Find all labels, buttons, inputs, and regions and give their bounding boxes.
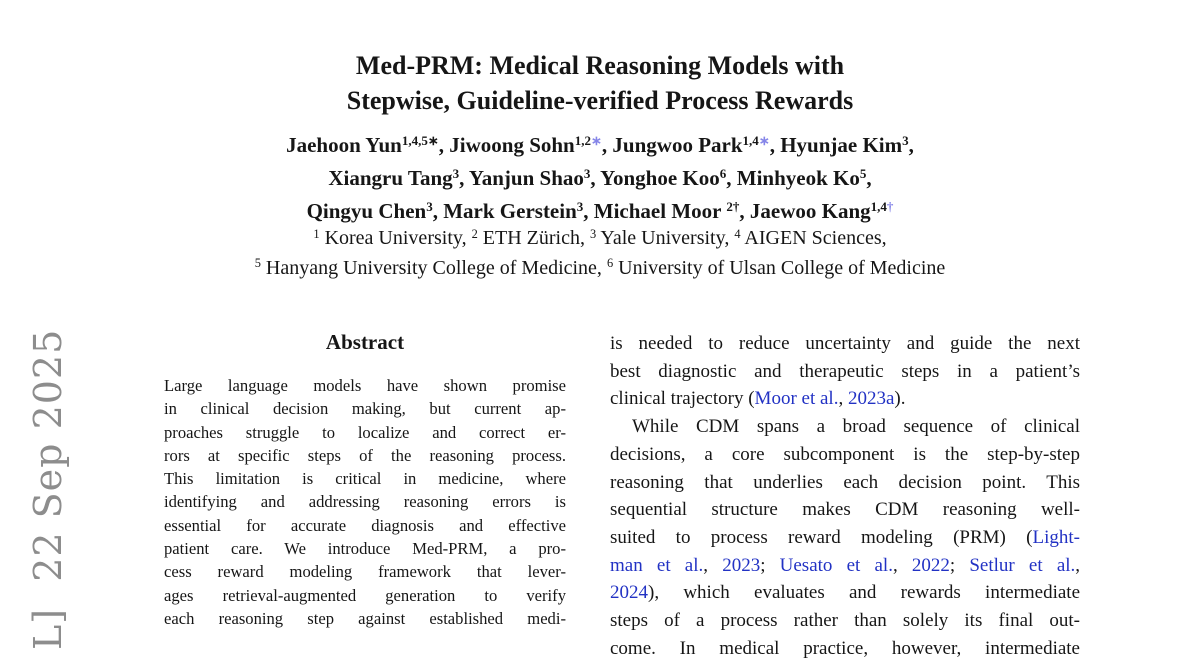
author-line (0, 130, 1200, 163)
text-segment: 3 (426, 199, 433, 215)
text-segment: decisions, a core subcomponent is the step-by-step (610, 443, 1080, 465)
text-segment: 3 (583, 166, 591, 182)
text-segment: 4 (734, 226, 741, 241)
text-segment: , (1075, 554, 1081, 576)
abstract-line (164, 467, 566, 490)
abstract-body (164, 374, 566, 630)
affiliation-line (0, 225, 1200, 255)
text-segment: ; (760, 554, 780, 576)
text-segment: Jungwoo Park (612, 133, 743, 157)
text-segment: 5 (859, 166, 867, 182)
body-line (610, 607, 1080, 635)
body-line (610, 330, 1080, 358)
text-segment: 3 (902, 133, 909, 149)
text-segment: 1,4 (870, 199, 887, 215)
text-segment: , (838, 388, 848, 410)
body-line (610, 469, 1080, 497)
text-segment: 3 (452, 166, 460, 182)
citation-link[interactable]: Uesato et al. (779, 554, 893, 576)
text-segment: come. In medical practice, however, intermediate (610, 637, 1080, 659)
body-line (610, 385, 1080, 413)
citation-link[interactable]: 2024 (610, 582, 648, 604)
body-line (610, 496, 1080, 524)
text-segment: 5 (254, 256, 261, 271)
text-segment: suited to process reward modeling (PRM) ( (610, 526, 1033, 548)
text-segment: 3 (589, 226, 597, 241)
abstract-line (164, 537, 566, 560)
text-segment: Jaewoo Kang (749, 199, 871, 223)
text-segment: 1,2 (574, 133, 592, 149)
text-segment: Hyunjae Kim (780, 133, 903, 157)
citation-link[interactable]: 2022 (911, 554, 950, 576)
text-segment: , (590, 166, 601, 190)
text-segment: is needed to reduce uncertainty and guide the next (610, 333, 1080, 354)
text-segment: 2† (726, 199, 740, 215)
text-segment: , (601, 133, 613, 157)
citation-link[interactable]: Setlur et al. (969, 554, 1076, 576)
abstract-line (164, 397, 566, 420)
affiliation-list (0, 225, 1200, 284)
body-line (610, 635, 1080, 662)
text-segment: ), which evaluates and rewards intermediate (648, 582, 1080, 604)
text-segment: essential for accurate diagnosis and effective (164, 515, 566, 535)
right-column (610, 330, 1080, 662)
text-segment: in clinical decision making, but current ap- (164, 399, 566, 419)
text-segment: 2 (471, 226, 478, 241)
text-segment: 6 (606, 256, 614, 271)
text-segment: , (703, 554, 723, 576)
text-segment: , (908, 133, 914, 157)
author-list (0, 130, 1200, 229)
text-segment: 6 (719, 166, 727, 182)
body-line (610, 552, 1080, 580)
text-segment: 1,4,5∗ (401, 133, 439, 149)
text-segment: Qingyu Chen (306, 199, 427, 223)
footnote-marker: † (886, 199, 894, 215)
text-segment: , (583, 199, 594, 223)
text-segment: ; (949, 554, 970, 576)
text-segment: , (459, 166, 469, 190)
text-segment: , (438, 133, 450, 157)
text-segment: steps of a process rather than solely its final out- (610, 610, 1080, 632)
body-line (610, 579, 1080, 607)
text-segment: reasoning that underlies each decision point. This (610, 471, 1080, 493)
text-segment: proaches struggle to localize and correct er- (164, 422, 566, 442)
abstract-line (164, 374, 566, 397)
text-segment: Xiangru Tang (328, 166, 453, 190)
text-segment: University of Ulsan College of Medicine (613, 256, 946, 279)
text-segment: Korea University, (319, 227, 472, 249)
abstract-line (164, 444, 566, 467)
text-segment: patient care. We introduce Med-PRM, a pro- (164, 539, 566, 559)
text-segment: Michael Moor (593, 199, 727, 223)
abstract-line (164, 584, 566, 607)
paper-title-line-1: Med-PRM: Medical Reasoning Models with (355, 51, 845, 80)
text-segment: , (726, 166, 737, 190)
text-segment: ). (894, 388, 906, 410)
abstract-line (164, 607, 566, 630)
body-line (610, 441, 1080, 469)
left-column (164, 330, 566, 630)
body-line (610, 358, 1080, 386)
citation-link[interactable]: Moor et al. (754, 388, 839, 410)
citation-link[interactable]: 2023a (847, 388, 895, 410)
text-segment: , (739, 199, 750, 223)
abstract-line (164, 421, 566, 444)
text-segment: Jaehoon Yun (286, 133, 402, 157)
text-segment: clinical trajectory ( (610, 388, 755, 410)
body-line (610, 524, 1080, 552)
footnote-marker: ∗ (591, 133, 602, 149)
citation-link[interactable]: man et al. (610, 554, 704, 576)
paper-title (0, 48, 1200, 118)
arxiv-watermark: L] 22 Sep 2025 (26, 328, 70, 650)
text-segment: ETH Zürich, (477, 227, 590, 249)
abstract-heading: Abstract (325, 330, 405, 354)
text-segment: , (769, 133, 781, 157)
citation-link[interactable]: Light- (1032, 526, 1080, 548)
text-segment: , (892, 554, 912, 576)
affiliation-line (0, 255, 1200, 285)
citation-link[interactable]: 2023 (722, 554, 761, 576)
text-segment: each reasoning step against established medi- (164, 608, 566, 628)
text-segment: Minhyeok Ko (736, 166, 860, 190)
text-segment: 3 (576, 199, 584, 215)
text-segment: sequential structure makes CDM reasoning well- (610, 499, 1080, 521)
text-segment: ages retrieval-augmented generation to verify (164, 585, 566, 605)
text-segment: Hanyang University College of Medicine, (260, 256, 607, 279)
abstract-line (164, 490, 566, 513)
text-segment: This limitation is critical in medicine, where (164, 469, 566, 489)
text-segment: Mark Gerstein (443, 199, 577, 223)
text-segment: 1,4 (742, 133, 759, 149)
text-segment: best diagnostic and therapeutic steps in a patient’s (610, 360, 1080, 382)
text-segment: 1 (313, 226, 320, 241)
text-segment: Jiwoong Sohn (449, 133, 575, 157)
footnote-marker: ∗ (758, 133, 770, 149)
paper-title-line-2: Stepwise, Guideline-verified Process Rewards (346, 86, 854, 115)
body-line (610, 413, 1080, 441)
abstract-line (164, 560, 566, 583)
text-segment: AIGEN Sciences, (740, 227, 887, 249)
text-segment: Yonghoe Koo (600, 166, 720, 190)
text-segment: rors at specific steps of the reasoning process. (164, 445, 566, 465)
text-segment: , (432, 199, 444, 223)
text-segment: , (866, 166, 872, 190)
text-segment: identifying and addressing reasoning errors is (164, 492, 566, 512)
text-segment: Yale University, (596, 227, 735, 249)
author-line (0, 163, 1200, 196)
text-segment: cess reward modeling framework that lever- (164, 562, 566, 582)
text-segment: Large language models have shown promise (164, 376, 566, 395)
text-segment: Yanjun Shao (468, 166, 584, 190)
abstract-line (164, 514, 566, 537)
text-segment: While CDM spans a broad sequence of clinical (632, 416, 1080, 438)
